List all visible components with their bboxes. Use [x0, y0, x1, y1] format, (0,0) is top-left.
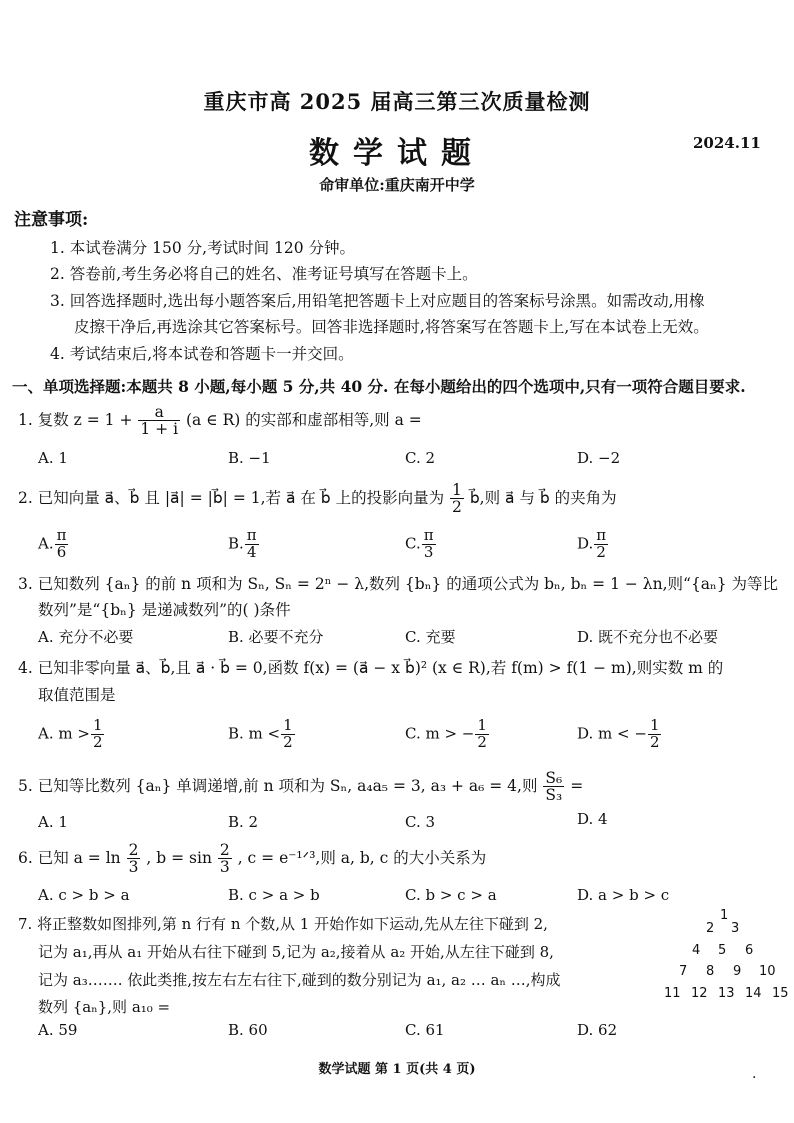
- q5-frac-num: S₆: [545, 769, 563, 787]
- q2-pre: 2. 已知向量 a⃗、b⃗ 且 |a⃗| = |b⃗| = 1,若 a⃗ 在 b⃗ 上的投影向量为: [18, 488, 445, 507]
- q1-fraction: [138, 404, 180, 438]
- q2-option-d-label: D.: [577, 534, 594, 553]
- triangle-number: 5: [718, 943, 727, 958]
- q2-fraction: [450, 482, 464, 516]
- q4-option-a-frac: [91, 718, 105, 751]
- q3-option-c: C. 充要: [405, 628, 456, 646]
- q4-option-b-num: 1: [283, 716, 293, 734]
- q6-fraction-2: [218, 842, 232, 876]
- q5-fraction: [543, 770, 564, 804]
- q7-option-b: B. 60: [228, 1021, 268, 1039]
- question-6: [18, 842, 486, 876]
- q4-option-a-text: A. m >: [38, 724, 90, 743]
- question-2: [18, 482, 617, 516]
- q2-option-c-label: C.: [405, 534, 421, 553]
- triangle-number: 1: [720, 908, 729, 923]
- notice-item: 2. 答卷前,考生务必将自己的姓名、准考证号填写在答题卡上。: [50, 265, 478, 283]
- q1-option-d: D. −2: [577, 449, 621, 467]
- q2-option-b: [228, 528, 260, 561]
- q2-option-a-den: 6: [56, 542, 67, 561]
- q5-frac-den: S₃: [545, 786, 563, 805]
- q1-post: (a ∈ R) 的实部和虚部相等,则 a =: [185, 410, 422, 429]
- triangle-number: 6: [745, 943, 754, 958]
- q2-option-a: [38, 528, 69, 561]
- notice-item: 皮擦干净后,再选涂其它答案标号。回答非选择题时,将答案写在答题卡上,写在本试卷上无效。: [74, 318, 709, 336]
- q2-option-c-frac: [422, 528, 436, 561]
- triangle-number: 7: [679, 964, 688, 979]
- q5-option-b: B. 2: [228, 813, 259, 831]
- q4-option-c-frac: [475, 718, 489, 751]
- q6-fraction-1: [127, 842, 141, 876]
- triangle-number: 13: [718, 986, 735, 1001]
- question-7-line-1: 7. 将正整数如图排列,第 n 行有 n 个数,从 1 开始作如下运动,先从左往下碰到 2,: [18, 915, 548, 933]
- notice-item: 3. 回答选择题时,选出每小题答案后,用铅笔把答题卡上对应题目的答案标号涂黑。如需改动,用橡: [50, 292, 705, 310]
- question-5: [18, 770, 583, 804]
- section-title: 一、单项选择题:本题共 8 小题,每小题 5 分,共 40 分. 在每小题给出的四个选项中,只有一项符合题目要求.: [12, 377, 746, 396]
- q2-option-c: [405, 528, 437, 561]
- q5-option-a: A. 1: [38, 813, 68, 831]
- q4-option-d: [577, 718, 662, 751]
- q4-option-a-num: 1: [92, 716, 103, 734]
- triangle-number: 4: [692, 943, 701, 958]
- q3-option-d: D. 既不充分也不必要: [577, 628, 719, 646]
- q1-option-b: B. −1: [228, 449, 271, 467]
- q7-option-d: D. 62: [577, 1021, 618, 1039]
- q2-option-a-frac: [55, 528, 69, 561]
- q2-option-b-label: B.: [228, 534, 244, 553]
- q6-option-a: A. c > b > a: [38, 886, 130, 904]
- q6-f2-den: 3: [219, 858, 230, 877]
- triangle-number: 2: [706, 921, 715, 936]
- q2-option-a-label: A.: [38, 534, 54, 553]
- q6-option-b: B. c > a > b: [228, 886, 320, 904]
- triangle-number: 10: [759, 964, 776, 979]
- question-4-line-2: 取值范围是: [38, 686, 116, 704]
- q4-option-b-frac: [281, 718, 295, 751]
- q6-f1-num: 2: [128, 841, 139, 859]
- q1-pre: 1. 复数 z = 1 +: [18, 410, 133, 429]
- q4-option-c-den: 2: [477, 732, 487, 751]
- q2-option-c-num: π: [423, 526, 434, 544]
- q2-option-b-frac: [245, 528, 259, 561]
- question-7-line-2: 记为 a₁,再从 a₁ 开始从右往下碰到 5,记为 a₂,接着从 a₂ 开始,从左往下碰到 8,: [38, 943, 554, 961]
- q4-option-d-frac: [648, 718, 662, 751]
- exam-school: 命审单位:重庆南开中学: [319, 176, 475, 194]
- q2-option-a-num: π: [56, 526, 67, 544]
- triangle-number: 14: [745, 986, 762, 1001]
- q2-option-d-num: π: [596, 526, 607, 544]
- q4-option-b: [228, 718, 296, 751]
- q2-frac-den: 2: [452, 498, 462, 517]
- q4-option-c: [405, 718, 490, 751]
- triangle-number: 15: [772, 986, 789, 1001]
- page-mark: .: [752, 1066, 757, 1082]
- q2-option-d: [577, 528, 609, 561]
- q4-option-b-text: B. m <: [228, 724, 281, 743]
- q3-option-a: A. 充分不必要: [38, 628, 134, 646]
- q2-option-d-den: 2: [596, 542, 606, 561]
- q3-option-b: B. 必要不充分: [228, 628, 324, 646]
- q5-post: =: [570, 776, 584, 795]
- exam-date: 2024.11: [693, 134, 761, 152]
- q4-option-c-text: C. m > −: [405, 724, 475, 743]
- question-4-line-1: 4. 已知非零向量 a⃗、b⃗,且 a⃗ · b⃗ = 0,函数 f(x) = (a⃗ − x b⃗)² (x ∈ R),若 f(m) > f(1 − m),则实数 m 的: [18, 659, 724, 677]
- q4-option-d-text: D. m < −: [577, 724, 647, 743]
- q1-option-a: A. 1: [38, 449, 68, 467]
- q2-option-b-num: π: [246, 526, 257, 544]
- question-7-line-4: 数列 {aₙ},则 a₁₀ =: [38, 998, 171, 1016]
- q6-mid: , b = sin: [146, 848, 212, 867]
- q2-post: b⃗,则 a⃗ 与 b⃗ 的夹角为: [469, 488, 617, 507]
- exam-main-title: 数学试题: [309, 136, 485, 171]
- q7-option-a: A. 59: [38, 1021, 78, 1039]
- q2-option-b-den: 4: [246, 542, 257, 561]
- triangle-number: 9: [733, 964, 742, 979]
- q1-option-c: C. 2: [405, 449, 436, 467]
- q4-option-a-den: 2: [92, 732, 103, 751]
- notice-item: 4. 考试结束后,将本试卷和答题卡一并交回。: [50, 345, 354, 363]
- q2-frac-num: 1: [452, 481, 462, 499]
- exam-header-title: 重庆市高 2025 届高三第三次质量检测: [203, 89, 591, 114]
- q1-frac-num: a: [138, 404, 180, 421]
- q5-option-c: C. 3: [405, 813, 436, 831]
- q4-option-d-den: 2: [649, 732, 660, 751]
- q5-option-d: D. 4: [577, 810, 608, 828]
- q1-frac-den: 1 + i: [140, 420, 179, 439]
- q6-option-c: C. b > c > a: [405, 886, 497, 904]
- triangle-number: 12: [691, 986, 708, 1001]
- q6-f2-num: 2: [219, 841, 230, 859]
- q4-option-c-num: 1: [477, 716, 487, 734]
- q4-option-b-den: 2: [283, 732, 293, 751]
- notice-item: 1. 本试卷满分 150 分,考试时间 120 分钟。: [50, 239, 356, 257]
- triangle-number: 8: [706, 964, 715, 979]
- q6-post: , c = e⁻¹ᐟ³,则 a, b, c 的大小关系为: [237, 848, 487, 867]
- page-footer: 数学试题 第 1 页(共 4 页): [318, 1062, 476, 1077]
- question-3-line-2: 数列”是“{bₙ} 是递减数列”的( )条件: [38, 601, 291, 619]
- question-7-line-3: 记为 a₃……. 依此类推,按左右左右往下,碰到的数分别记为 a₁, a₂ … aₙ …,构成: [38, 971, 561, 989]
- q6-option-d: D. a > b > c: [577, 886, 670, 904]
- q2-option-d-frac: [594, 528, 608, 561]
- q7-option-c: C. 61: [405, 1021, 445, 1039]
- triangle-number: 3: [731, 921, 740, 936]
- q6-pre: 6. 已知 a = ln: [18, 848, 121, 867]
- q4-option-a: [38, 718, 105, 751]
- notice-heading: 注意事项:: [14, 210, 89, 230]
- q5-pre: 5. 已知等比数列 {aₙ} 单调递增,前 n 项和为 Sₙ, a₄a₅ = 3, a₃ + a₆ = 4,则: [18, 776, 538, 795]
- q4-option-d-num: 1: [649, 716, 660, 734]
- q2-option-c-den: 3: [423, 542, 434, 561]
- question-3-line-1: 3. 已知数列 {aₙ} 的前 n 项和为 Sₙ, Sₙ = 2ⁿ − λ,数列 {bₙ} 的通项公式为 bₙ, bₙ = 1 − λn,则“{aₙ} 为等比: [18, 575, 779, 593]
- triangle-number: 11: [664, 986, 681, 1001]
- q6-f1-den: 3: [128, 858, 139, 877]
- question-1: [18, 404, 422, 438]
